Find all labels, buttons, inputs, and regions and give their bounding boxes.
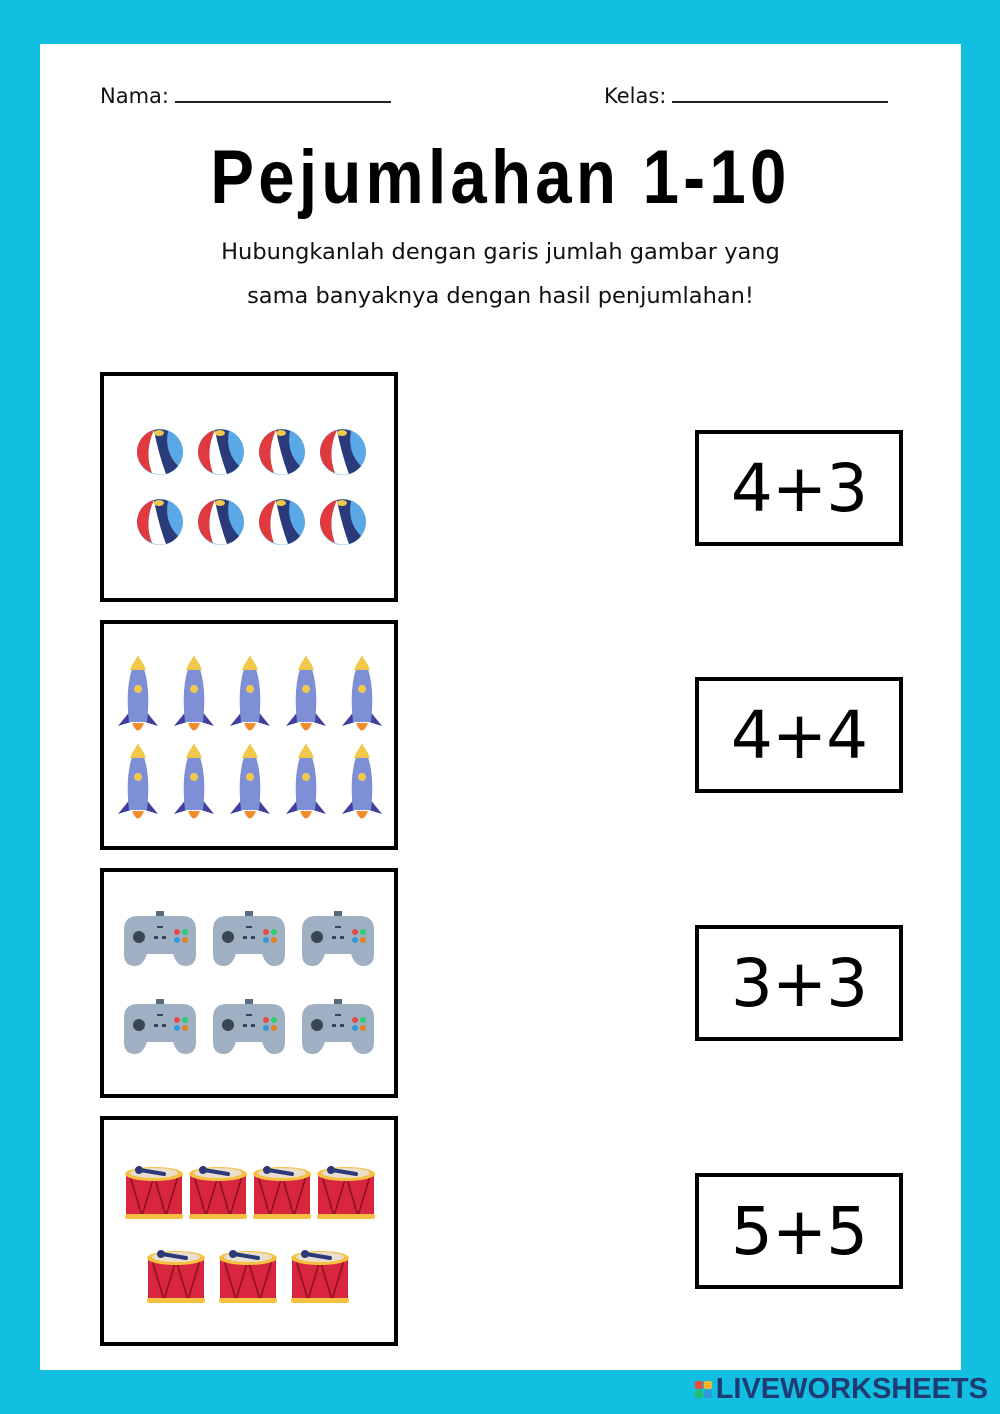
class-blank-line[interactable] — [672, 100, 888, 103]
picture-box-rockets[interactable] — [100, 620, 398, 850]
sum-box-2[interactable]: 4+4 — [695, 677, 903, 793]
beach-ball-icon — [320, 499, 366, 545]
instruction-text — [40, 230, 961, 318]
drum-icon — [291, 1250, 349, 1303]
sum-box-4[interactable]: 5+5 — [695, 1173, 903, 1289]
instruction-line-2: sama banyaknya dengan hasil penjumlahan! — [247, 283, 754, 309]
rocket-icon — [342, 656, 382, 731]
rocket-icon — [174, 656, 214, 731]
drum-icon — [253, 1166, 311, 1219]
rocket-icon — [230, 656, 270, 731]
class-label: Kelas: — [604, 84, 667, 108]
page-title: Pejumlahan 1-10 — [210, 135, 791, 220]
balls-group — [104, 376, 394, 598]
beach-ball-icon — [259, 499, 305, 545]
beach-ball-icon — [198, 499, 244, 545]
beach-ball-icon — [320, 429, 366, 475]
drums-group — [104, 1120, 394, 1342]
rocket-icon — [174, 744, 214, 819]
brand-logo-icon — [695, 1381, 712, 1398]
drum-icon — [317, 1166, 375, 1219]
rocket-icon — [118, 656, 158, 731]
beach-ball-icon — [259, 429, 305, 475]
name-label: Nama: — [100, 84, 169, 108]
name-blank-line[interactable] — [175, 100, 391, 103]
drum-icon — [147, 1250, 205, 1303]
gamepad-icon — [302, 911, 374, 966]
gamepad-icon — [302, 999, 374, 1054]
name-field[interactable] — [100, 84, 391, 108]
brand-watermark — [695, 1374, 988, 1404]
beach-ball-icon — [137, 499, 183, 545]
drum-icon — [189, 1166, 247, 1219]
picture-box-balls[interactable] — [100, 372, 398, 602]
worksheet-page — [40, 44, 961, 1370]
picture-box-drums[interactable] — [100, 1116, 398, 1346]
rocket-icon — [118, 744, 158, 819]
drum-icon — [125, 1166, 183, 1219]
gamepad-icon — [124, 999, 196, 1054]
brand-name: LIVEWORKSHEETS — [715, 1372, 988, 1405]
gamepad-icon — [213, 999, 285, 1054]
gamepad-icon — [124, 911, 196, 966]
beach-ball-icon — [137, 429, 183, 475]
drum-icon — [219, 1250, 277, 1303]
rocket-icon — [342, 744, 382, 819]
class-field[interactable] — [604, 84, 888, 108]
picture-box-gamepads[interactable] — [100, 868, 398, 1098]
rockets-group — [104, 624, 394, 846]
beach-ball-icon — [198, 429, 244, 475]
rocket-icon — [230, 744, 270, 819]
instruction-line-1: Hubungkanlah dengan garis jumlah gambar yang — [221, 239, 780, 265]
rocket-icon — [286, 744, 326, 819]
sum-box-3[interactable]: 3+3 — [695, 925, 903, 1041]
rocket-icon — [286, 656, 326, 731]
gamepad-icon — [213, 911, 285, 966]
gamepads-group — [104, 872, 394, 1094]
sum-box-1[interactable]: 4+3 — [695, 430, 903, 546]
